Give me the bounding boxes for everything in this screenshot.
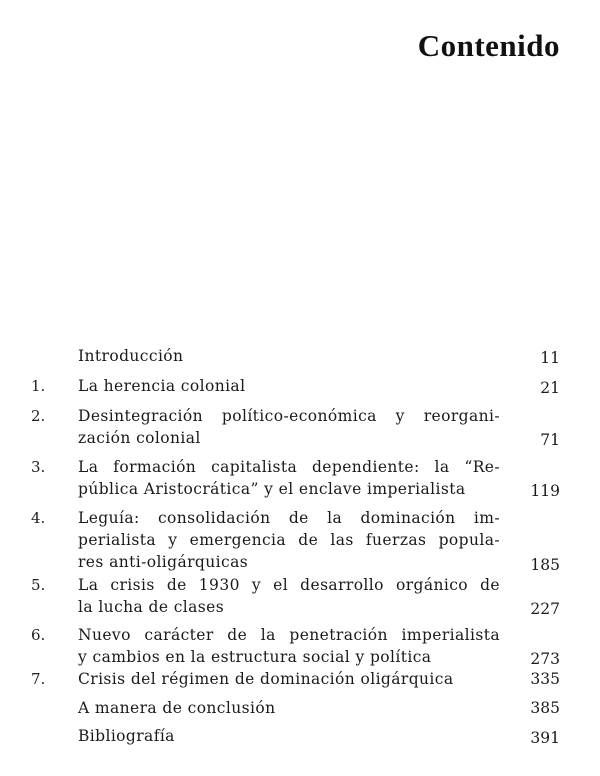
- toc-chapter-number: 6.: [31, 626, 46, 644]
- toc-entry-line: La herencia colonial: [78, 377, 246, 395]
- toc-entry-line: zación colonial: [78, 429, 201, 447]
- toc-chapter-number: 5.: [31, 576, 46, 594]
- toc-page-number: 71: [540, 431, 560, 449]
- toc-entry-line: perialista y emergencia de las fuerzas popula-: [78, 531, 500, 549]
- toc-chapter-number: 2.: [31, 407, 46, 425]
- toc-entry-line: Bibliografía: [78, 727, 175, 745]
- toc-chapter-number: 4.: [31, 509, 46, 527]
- toc-entry-line: A manera de conclusión: [78, 699, 276, 717]
- toc-entry-line: Nuevo carácter de la penetración imperialista: [78, 626, 500, 644]
- toc-entry-title: [78, 725, 500, 747]
- toc-page-number: 11: [540, 349, 560, 367]
- toc-entry-line: Introducción: [78, 347, 184, 365]
- toc-page-number: 273: [530, 650, 560, 668]
- toc-entry-title: [78, 507, 500, 573]
- toc-entry-line: res anti-oligárquicas: [78, 553, 249, 571]
- toc-entry-title: [78, 697, 500, 719]
- toc-chapter-number: 3.: [31, 458, 46, 476]
- toc-page-number: 119: [530, 482, 560, 500]
- toc-chapter-number: 7.: [31, 670, 46, 688]
- toc-page-number: 391: [530, 729, 560, 747]
- toc-entry-title: [78, 574, 500, 618]
- toc-entry-line: y cambios en la estructura social y política: [78, 648, 432, 666]
- toc-page-number: 385: [530, 699, 560, 717]
- toc-entry-line: Leguía: consolidación de la dominación im-: [78, 509, 500, 527]
- toc-entry-title: [78, 624, 500, 668]
- toc-entry-title: [78, 456, 500, 500]
- toc-page-number: 185: [530, 556, 560, 574]
- toc-entry-title: [78, 405, 500, 449]
- toc-entry-title: [78, 375, 500, 397]
- toc-entry-line: La crisis de 1930 y el desarrollo orgánico de: [78, 576, 500, 594]
- toc-entry-line: Desintegración político-económica y reorgani-: [78, 407, 500, 425]
- toc-chapter-number: 1.: [31, 377, 46, 395]
- toc-entry-line: pública Aristocrática” y el enclave imperialista: [78, 480, 466, 498]
- toc-entry-title: [78, 345, 500, 367]
- toc-entry-title: [78, 668, 500, 690]
- page-title: Contenido: [417, 28, 560, 63]
- toc-entry-line: La formación capitalista dependiente: la “Re-: [78, 458, 500, 476]
- toc-page-number: 335: [530, 670, 560, 688]
- toc-page-number: 227: [530, 600, 560, 618]
- toc-entry-line: Crisis del régimen de dominación oligárquica: [78, 670, 454, 688]
- toc-page-number: 21: [540, 379, 560, 397]
- toc-entry-line: la lucha de clases: [78, 598, 225, 616]
